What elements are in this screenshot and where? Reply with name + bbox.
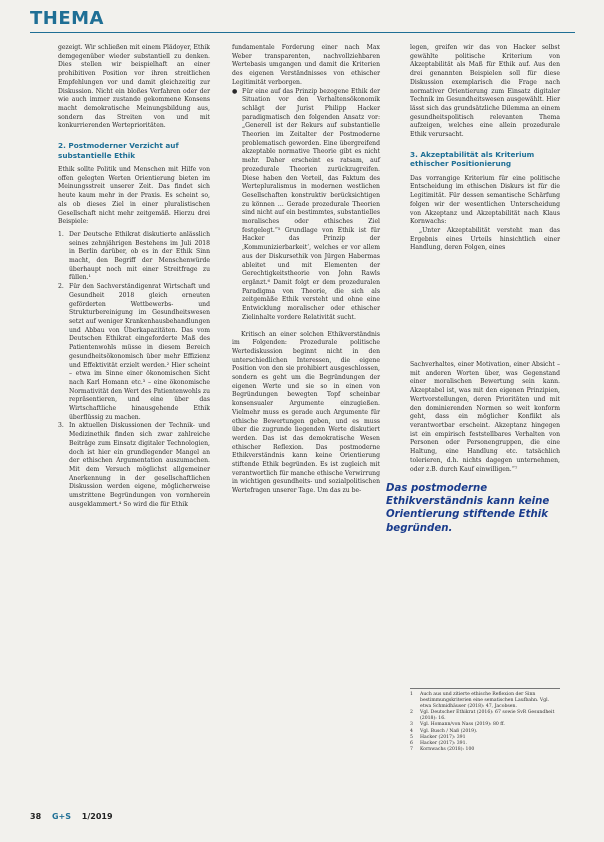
bullet-list [232,88,380,323]
bullet-icon: ● [232,87,238,95]
list-text: Für eine auf das Prinzip bezogene Ethik der Situation vor den Verhaltensökonomik schlägt der Jurist Philipp Hacker paradigmatisch den folgenden Ansatz vor: „Generell ist der Rekurs auf substantielle Theorien im Zeitalter der Postmoderne problematisch geworden. Eine übergreifend akzeptable normative Theorie gibt es nicht mehr. Daher erscheint es ratsam, auf prozedurale Theorien zurückzugreifen. Diese haben den Vorteil, das Faktum des Wertepluralismus in modernen westlichen Gesellschaften konstruktiv berücksichtigen zu können … Gerade prozedurale Theorien sind nicht auf ein bestimmtes, substantielles moralisches oder ethisches Ziel festgelegt.“⁵ Grundlage von Ethik ist für Hacker das Prinzip der ‚Kommunizierbarkeit‘, welches er vor allem aus der Diskursethik von Jürgen Habermas ableitet und mit Elementen der Gerechtigkeitstheorie von John Rawls ergänzt.⁶ Damit folgt er dem prozeduralen Paradigma von Theorie, die sich als zeitgemäße Ethik versteht und ohne eine Entwicklung moralischer oder ethischer Zielinhalte vordere Relativität sucht. [242,87,380,321]
column-1 [58,44,210,509]
list-text: Der Deutsche Ethikrat diskutierte anlässlich seines zehnjährigen Bestehens im Juli 2018 in Berlin darüber, ob es in der Ethik Sinn macht, den Begriff der Menschenwürde überhaupt noch mit einer Streitfrage zu füllen.¹ [69,230,210,282]
page-number: 38 [30,812,42,821]
footnote [410,747,560,753]
section-title: THEMA [30,8,104,29]
footnotes [410,692,560,753]
footnote-number: 6 [410,740,413,746]
footnote-text: Auch aus und zitierte ethische Reflexion der Sinn bestimmungskriterien eine sematischen Laufbahn. Vgl. etwa Schmidhäuser (2018): 47, Jacobsen. [420,692,550,710]
footnote-number: 2 [410,710,413,716]
paragraph: gezeigt. Wir schließen mit einem Plädoyer, Ethik demgegenüber wieder substantiell zu denken. Dies stellen wir beispielhaft an einer prohibitiven Position vor ihren streitlichen Empfehlungen vor und damit gleichzeitig zur Diskussion. Nicht ein bloßes Verfahren oder der wie auch immer zustande gekommene Konsens macht demokratische Meinungsbildung aus, sondern das Streiten von und mit konkurrierenden Werteprioritäten. [58,44,210,130]
list-text: In aktuellen Diskussionen der Technik- und Medizinethik finden sich zwar zahlreiche Beiträge zum Einsatz digitaler Technologien, doch ist hier ein grundlegender Mangel an der ethischen Argumentation auszumachen. Mit dem Versuch möglichst allgemeiner Anerkennung in der gesellschaftlichen Diskussion werden eigene, möglicherweise umstrittene Begründungen von vornherein ausgeklammert.⁴ So wird die für Ethik [69,422,210,508]
column-3 [410,44,560,474]
paragraph: legen, greifen wir das von Hacker selbst gewählte politische Kriterium von Akzeptabilität als Maß für Ethik auf. Aus den drei genannten Beispielen soll für diese Diskussion exemplarisch die Frage nach normativer Orientierung zum Einsatz digitaler Technik im Gesundheitswesen ausgewählt. Hier lässt sich das grundsätzliche Dilemma an einem gesundheitspolitisch relevanten Thema aufzeigen, welches eine allein prozedurale Ethik verursacht. [410,44,560,139]
list-text: Für den Sachverständigenrat Wirtschaft und Gesundheit 2018 gleich erneuten geförderten Wettbewerbs- und Strukturbereinigung im Gesundheitswesen setzt auf weniger Krankenhausbehandlungen und Abbau von Überkapazitäten. Das vom Deutschen Ethikrat eingeforderte Maß des Patientenwohls müsse in diesem Bereich gesundheitsökonomisch über mehr Effizienz und Effektivität erzielt werden.² Hier scheint – etwa im Sinne einer ökonomischen Sicht nach Karl Homann etc.³ – eine ökonomische Normativität den Wert des Patientenwohls zu repräsentieren, und eine über das Wirtschaftliche hinausgehende Ethik überflüssig zu machen. [69,283,210,421]
list-item [58,422,210,509]
footnote-number: 5 [410,734,413,740]
footnote-text: Hacker (2017): 391. [420,740,467,746]
section-heading: 2. Postmoderner Verzicht auf substantielle Ethik [58,141,179,160]
footnote-text: Vgl. Deutscher Ethikrat (2016): 67 sowie SvR Gesundheit (2018): 16. [420,710,555,722]
list-number: 3. [58,422,64,430]
list-item [58,283,210,422]
footnote-divider [410,688,560,689]
page-footer [30,812,121,821]
paragraph: Das vorrangige Kriterium für eine politische Entscheidung im ethischen Diskurs ist für die Legitimität. Für dessen semantische Schärfung folgen wir der wesentlichen Unterscheidung von Akzeptanz und Akzeptabilität nach Klaus Kornwachs: [410,174,560,226]
footnote [410,692,560,710]
paragraph: fundamentale Forderung einer nach Max Weber transparenten, nachvollziehbaren Wertebasis umgangen und damit die Kriterien des eigenen Verständnisses von ethischer Legitimität verborgen. [232,44,380,86]
paragraph: Sachverhaltes, einer Motivation, einer Absicht – mit anderen Worten über, was Gegenstand einer moralischen Bewertung sein kann. Akzeptabel ist, was mit den eigenen Prinzipien, Wertvorstellungen, deren Prioritäten und mit den dominierenden Normen so weit konform geht, dass ein möglicher Konflikt als verantwortbar erscheint. Akzeptanz hingegen ist ein empirisch feststellbares Verhalten von Personen oder Personengruppen, die eine Haltung, eine Handlung etc. tatsächlich tolerieren, d.h. nichts dagegen unternehmen, oder z.B. durch Kauf einwilligen.“⁷ [410,361,560,473]
footnote-number: 3 [410,722,413,728]
pull-quote: Das postmoderne Ethikverständnis kann keine Orientierung stiftende Ethik begründen. [386,483,550,534]
list-item [232,88,380,323]
list-item [58,231,210,283]
magazine-name: G+S [51,812,71,821]
footnote-number: 1 [410,692,413,697]
paragraph: Ethik sollte Politik und Menschen mit Hilfe von offen gelegten Werten Orientierung bieten im Meinungsstreit unserer Zeit. Das findet sich heute kaum mehr in der Praxis. Es scheint so, als ob dieses Ziel in einer pluralistischen Gesellschaft nicht mehr zeitgemäß. Hierzu drei Beispiele: [58,166,210,226]
column-2 [232,44,380,496]
list-number: 2. [58,283,64,291]
paragraph: „Unter Akzeptabilität versteht man das Ergebnis eines Urteils hinsichtlich einer Handlung, deren Folgen, eines [410,226,560,252]
footnote-text: Vgl. Busch / Naß (2019). [420,728,478,734]
paragraph: Kritisch an einer solchen Ethikverständnis im Folgenden: Prozedurale politische Wertediskussion beginnt nicht in den unterschiedlichen Interessen, die eigene Position von den sie prohibiert ausgeschlossen, sondern es geht um die Begründungen der eigenen Werte und sie so in einen von Begründungen bewegten Topf scheinbar konsensualer Argumente einzugießen. Vielmehr muss es gerade auch Argumente für ethische Bewertungen geben, und es muss über die zugrunde liegenden Werte diskutiert werden. Das ist das demokratische Wesen ethischer Reflexion. Das postmoderne Ethikverständnis kann keine Orientierung stiftende Ethik begründen. Es ist zugleich mit verantwortlich für manche ethische Verwirrung in wichtigen gesundheits- und sozialpolitischen Wertefragen unserer Tage. Um das zu be- [232,330,380,495]
footnote-text: Vgl. Homann/von Nass (2019): 80 ff. [420,722,505,728]
header-bar [30,8,575,33]
issue-number: 1/2019 [81,812,113,821]
section-heading: 3. Akzeptabilität als Kriterium ethischer Positionierung [410,149,535,169]
footnote [410,710,560,722]
list-number: 1. [58,230,64,238]
footnote-text: Kornwachs (2018): 100 [420,746,475,752]
numbered-list [58,231,210,510]
footnote-text: Hacker (2017): 391 [420,734,466,740]
footnote-number: 4 [410,728,413,734]
footnote-number: 7 [410,746,413,752]
